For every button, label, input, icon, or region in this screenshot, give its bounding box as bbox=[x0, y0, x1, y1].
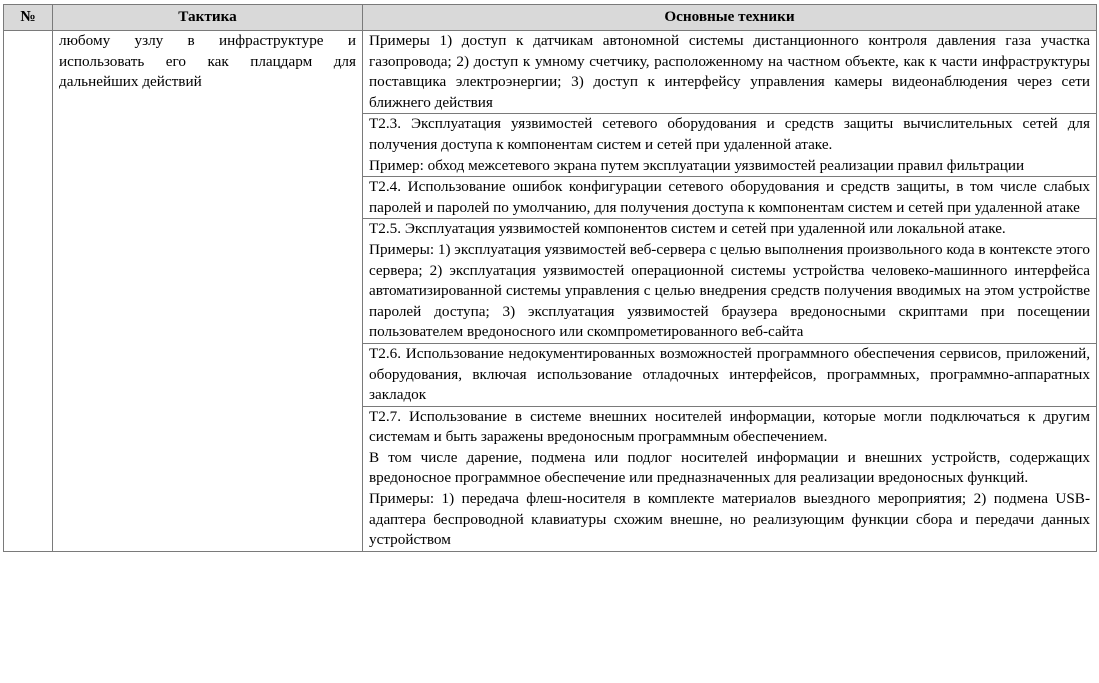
header-number: № bbox=[4, 5, 53, 31]
technique-paragraph: Т2.6. Использование недокументированных возможностей программного обеспечения сервисов, приложений, оборудования, включая использование отладочных интерфейсов, программных, программно-аппаратных закладок bbox=[369, 344, 1090, 404]
technique-cell bbox=[363, 31, 1097, 114]
technique-cell bbox=[363, 406, 1097, 551]
header-tactic: Тактика bbox=[53, 5, 363, 31]
technique-paragraph: Пример: обход межсетевого экрана путем эксплуатации уязвимостей реализации правил фильтрации bbox=[369, 156, 1025, 174]
technique-paragraph: Примеры 1) доступ к датчикам автономной системы дистанционного контроля давления газа участка газопровода; 2) доступ к умному счетчику, расположенному на частном объекте, как к части инфраструктуры поставщика электроэнергии; 3) доступ к интерфейсу управления камеры видеонаблюдения через сети ближнего действия bbox=[369, 32, 1090, 111]
technique-cell bbox=[363, 114, 1097, 177]
technique-cell bbox=[363, 219, 1097, 344]
cell-number bbox=[4, 31, 53, 552]
technique-paragraph: Примеры: 1) передача флеш-носителя в комплекте материалов выездного мероприятия; 2) подмена USB-адаптера беспроводной клавиатуры схожим внешне, но реализующим функции сбора и передачи данных устройством bbox=[369, 490, 1090, 549]
cell-tactic: любому узлу в инфраструктуре и использовать его как плацдарм для дальнейших действий bbox=[53, 31, 363, 552]
technique-paragraph: Т2.7. Использование в системе внешних носителей информации, которые могли подключаться к другим системам и быть заражены вредоносным программным обеспечением. bbox=[369, 407, 1090, 446]
technique-cell bbox=[363, 343, 1097, 406]
technique-paragraph: Т2.3. Эксплуатация уязвимостей сетевого оборудования и средств защиты вычислительных сетей для получения доступа к компонентам систем и сетей при удаленной атаке. bbox=[369, 115, 1090, 153]
technique-paragraph: Примеры: 1) эксплуатация уязвимостей веб-сервера с целью выполнения произвольного кода в контексте этого сервера; 2) эксплуатация уязвимостей операционной системы устройства человеко-машинного интерфейса автоматизированной системы управления с целью внедрения средств получения вводимых на этом устройстве паролей доступа; 3) эксплуатация уязвимостей браузера вредоносными скриптами при посещении пользователем вредоносного или скомпрометированного веб-сайта bbox=[369, 240, 1090, 341]
technique-cell bbox=[363, 177, 1097, 219]
technique-paragraph: В том числе дарение, подмена или подлог носителей информации и внешних устройств, содержащих вредоносное программное обеспечение или предназначенных для реализации вредоносных функций. bbox=[369, 448, 1090, 487]
header-techniques: Основные техники bbox=[363, 5, 1097, 31]
techniques-table bbox=[3, 4, 1097, 552]
technique-paragraph: Т2.5. Эксплуатация уязвимостей компонентов систем и сетей при удаленной или локальной атаке. bbox=[369, 220, 1006, 238]
table-header-row bbox=[4, 5, 1097, 31]
technique-paragraph: Т2.4. Использование ошибок конфигурации сетевого оборудования и средств защиты, в том числе слабых паролей и паролей по умолчанию, для получения доступа к компонентам систем и сетей при удаленной атаке bbox=[369, 178, 1090, 216]
table-row bbox=[4, 31, 1097, 114]
